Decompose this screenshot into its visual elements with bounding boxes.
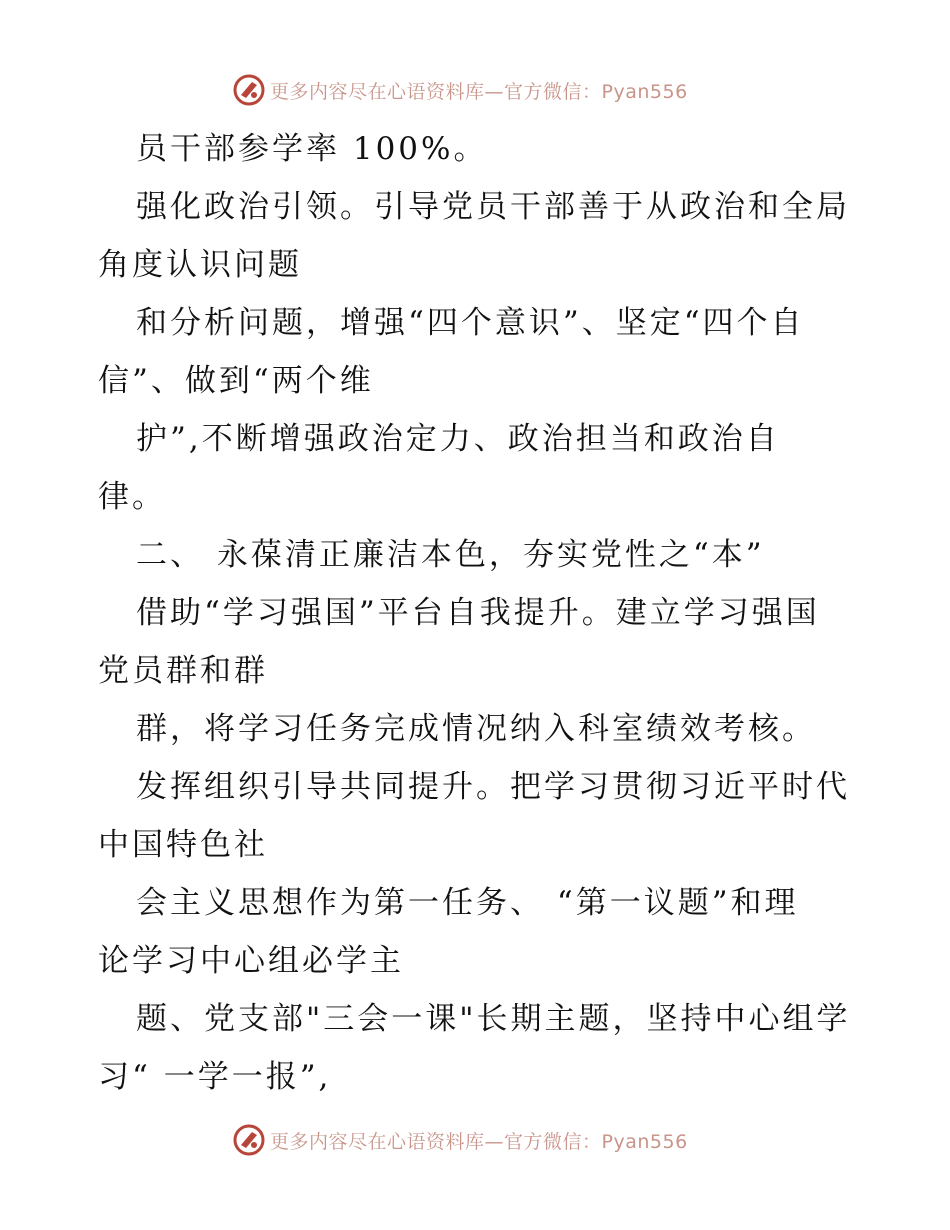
text-line: 中国特色社 bbox=[98, 827, 268, 863]
document-body bbox=[98, 120, 868, 1106]
text-line: 题、党支部"三会一课"长期主题，坚持中心组学 bbox=[136, 1001, 851, 1037]
text-line: 和分析问题，增强“四个意识”、坚定“四个自 bbox=[136, 305, 805, 341]
text-line: 党员群和群 bbox=[98, 653, 268, 689]
text-line: 律。 bbox=[98, 479, 166, 515]
text-line: 信”、做到“两个维 bbox=[98, 363, 374, 399]
watermark-text: 更多内容尽在心语资料库—官方微信：Pyan556 bbox=[270, 1130, 688, 1153]
text-line: 论学习中心组必学主 bbox=[98, 943, 404, 979]
text-line: 借助“学习强国”平台自我提升。建立学习强国 bbox=[136, 595, 820, 631]
footer-watermark bbox=[232, 1120, 732, 1160]
text-line: 发挥组织引导共同提升。把学习贯彻习近平时代 bbox=[136, 769, 850, 805]
text-line: 习“ 一学一报”, bbox=[98, 1059, 332, 1095]
text-line: 强化政治引领。引导党员干部善于从政治和全局 bbox=[136, 189, 850, 225]
text-line: 群，将学习任务完成情况纳入科室绩效考核。 bbox=[136, 711, 816, 747]
text-line: 二、 永葆清正廉洁本色，夯实党性之“本” bbox=[136, 537, 765, 573]
text-line: 员干部参学率 100%。 bbox=[136, 131, 488, 167]
text-line: 会主义思想作为第一任务、 “第一议题”和理 bbox=[136, 885, 799, 921]
text-line: 护”,不断增强政治定力、政治担当和政治自 bbox=[136, 421, 780, 457]
header-watermark bbox=[232, 70, 732, 110]
seal-logo-icon bbox=[232, 1123, 266, 1157]
text-line: 角度认识问题 bbox=[98, 247, 302, 283]
seal-logo-icon bbox=[232, 73, 266, 107]
watermark-text: 更多内容尽在心语资料库—官方微信：Pyan556 bbox=[270, 80, 688, 103]
